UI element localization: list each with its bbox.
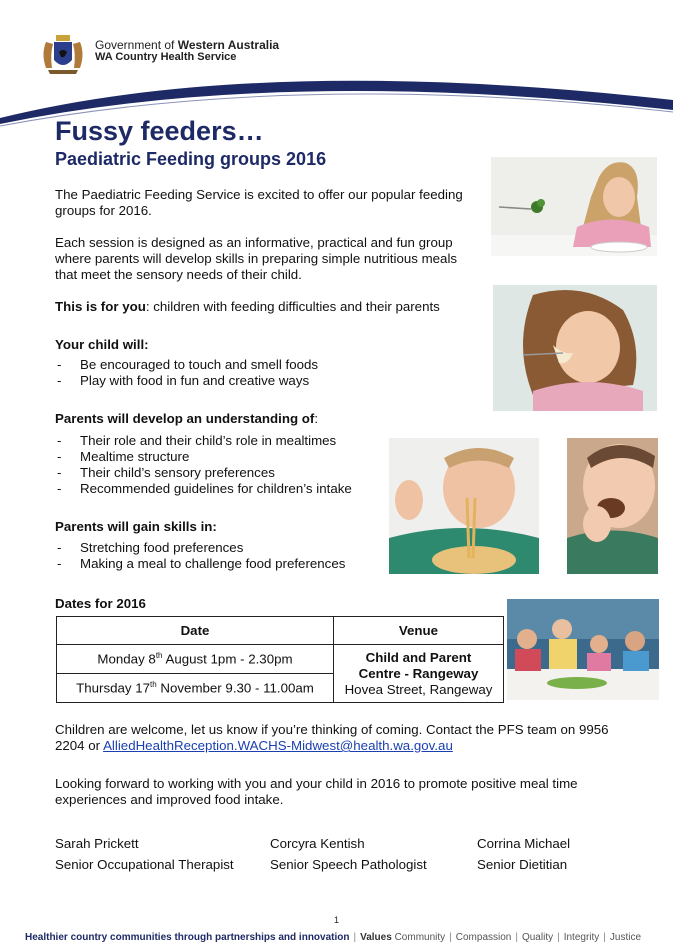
- page-title: Fussy feeders…: [55, 116, 264, 146]
- list-item: - Their role and their child’s role in mealtimes: [55, 433, 385, 449]
- dates-heading: Dates for 2016: [55, 596, 146, 611]
- list-item: - Their child’s sensory preferences: [55, 465, 385, 481]
- list-item: - Mealtime structure: [55, 449, 385, 465]
- table-row: [57, 645, 504, 674]
- government-line: Government of Western Australia: [95, 38, 280, 52]
- email-link[interactable]: AlliedHealthReception.WACHS-Midwest@health.wa.gov.au: [103, 738, 453, 753]
- contact-paragraph: Children are welcome, let us know if you’re thinking of coming. Contact the PFS team on 9956 2204 or AlliedHealthReception.WACHS-Midwest@health.wa.gov.au: [55, 722, 609, 753]
- skills-heading: Parents will gain skills in:: [55, 519, 217, 534]
- page-subtitle: Paediatric Feeding groups 2016: [55, 149, 327, 169]
- photo-group-mealtime: [507, 599, 659, 700]
- venue-cell: Child and Parent Centre - Rangeway Hovea Street, Rangeway: [334, 645, 504, 703]
- table-header-row: [57, 617, 504, 645]
- footer-bar: Healthier country communities through partnerships and innovation | Values Community | Compassion | Quality | Integrity | Justice: [25, 932, 642, 943]
- list-item: - Recommended guidelines for children’s intake: [55, 481, 385, 497]
- closing-paragraph: Looking forward to working with you and your child in 2016 to promote positive meal time experiences and improved food intake.: [55, 776, 578, 807]
- photo-child-eating: [567, 438, 658, 574]
- footer-value: Community: [394, 932, 446, 943]
- health-service-name: WA Country Health Service: [95, 51, 237, 63]
- footer-values-label: Values: [360, 932, 392, 943]
- footer-value: Compassion: [455, 932, 512, 943]
- list-item: - Play with food in fun and creative ways: [55, 373, 375, 389]
- session-date-2: Thursday 17th November 9.30 - 11.00am: [57, 674, 334, 703]
- understanding-heading: Parents will develop an understanding of:: [55, 411, 319, 426]
- session-date-1: Monday 8th August 1pm - 2.30pm: [57, 645, 334, 674]
- photo-girl-refusing-broccoli: [491, 157, 657, 256]
- footer-value: Quality: [521, 932, 554, 943]
- skills-list: [55, 540, 385, 572]
- photo-toddler-with-spaghetti: [389, 438, 539, 574]
- audience-line: This is for you: children with feeding difficulties and their parents: [55, 299, 440, 314]
- column-header-date: Date: [57, 617, 334, 645]
- footer-value: Integrity: [563, 932, 600, 943]
- signatory-role: Senior Speech Pathologist: [270, 857, 427, 872]
- intro-paragraph: The Paediatric Feeding Service is excited to offer our popular feeding groups for 2016.: [55, 187, 463, 218]
- page-number: 1: [333, 915, 339, 925]
- signatory-name: Sarah Prickett: [55, 836, 139, 851]
- photo-girl-eating-pasta: [493, 285, 657, 411]
- column-header-venue: Venue: [334, 617, 504, 645]
- child-will-list: [55, 357, 375, 389]
- list-item: - Be encouraged to touch and smell foods: [55, 357, 375, 373]
- understanding-list: [55, 433, 385, 497]
- signatory-role: Senior Dietitian: [477, 857, 568, 872]
- footer-tagline: Healthier country communities through partnerships and innovation: [25, 932, 350, 943]
- session-paragraph: Each session is designed as an informative, practical and fun group where parents will develop skills in preparing simple nutritious meals that meet the sensory needs of their child.: [55, 235, 458, 282]
- list-item: - Stretching food preferences: [55, 540, 385, 556]
- list-item: - Making a meal to challenge food preferences: [55, 556, 385, 572]
- signatory-name: Corrina Michael: [477, 836, 571, 851]
- signatory-name: Corcyra Kentish: [270, 836, 365, 851]
- signatory-role: Senior Occupational Therapist: [55, 857, 234, 872]
- dates-table: [56, 616, 504, 703]
- footer-value: Justice: [609, 932, 642, 943]
- child-will-heading: Your child will:: [55, 337, 149, 352]
